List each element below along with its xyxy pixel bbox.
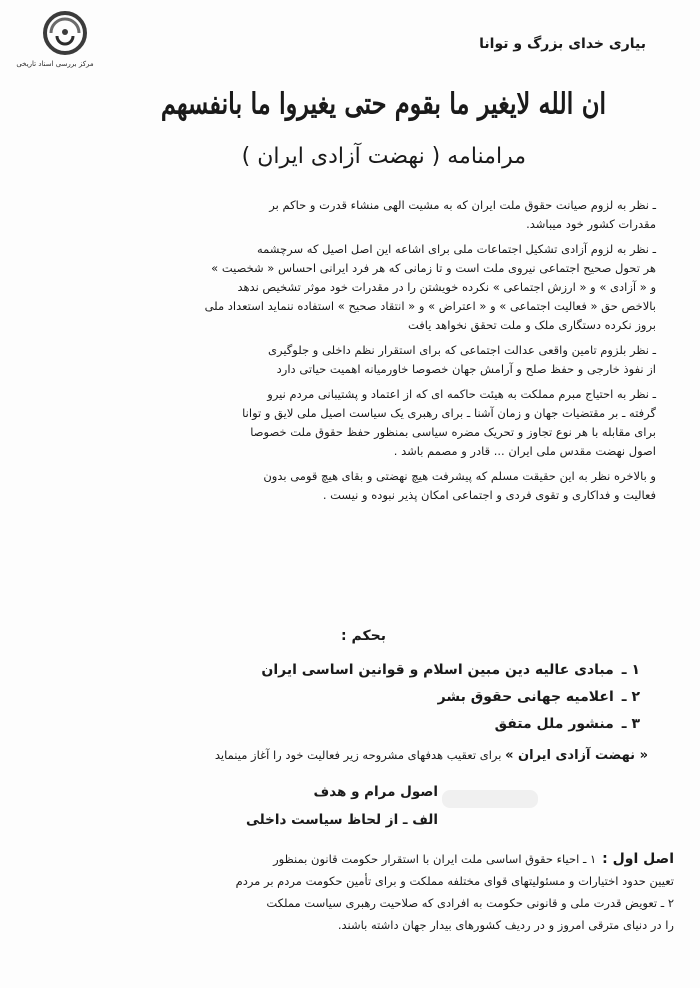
preamble-paragraph [54, 196, 656, 234]
section-subtitle: الف ـ از لحاظ سیاست داخلی [245, 812, 438, 828]
text-line-content: ١ ـ احیاء حقوق اساسی ملت ایران با استقرار حکومت قانون بمنظور [273, 852, 597, 866]
text-line: اصول نهضت مقدس ملی ایران ... قادر و مصمم باشد . [393, 444, 656, 458]
text-line [26, 848, 674, 870]
principles-list [40, 657, 640, 738]
text-line: بروز نکرده دستگاری ملک و ملت تحقق نخواهد یافت [407, 318, 656, 332]
archive-emblem-icon [42, 10, 88, 56]
principle-text: مبادی عالیه دین مبین اسلام و قوانین اساسی ایران [261, 662, 614, 678]
text-line: ـ نظر به احتیاج مبرم مملکت به هیئت حاکمه ای که از اعتماد و پشتیبانی مردم نیرو [267, 387, 656, 401]
text-line: ـ نظر به لزوم صیانت حقوق ملت ایران که به مشیت الهی منشاء قدرت و حاکم بر [269, 198, 656, 212]
text-line: از نفوذ خارجی و حفظ صلح و آرامش جهان خصوصا خاورمیانه اهمیت حیاتی دارد [276, 362, 656, 376]
document-title: مرامنامه ( نهضت آزادی ایران ) [241, 144, 526, 169]
principle-item [40, 657, 640, 684]
preamble-paragraph [54, 341, 656, 379]
invocation-line: بیاری خدای بزرگ و توانا [479, 36, 646, 52]
announcement-line [28, 748, 648, 763]
text-line: ـ نظر به لزوم آزادی تشکیل اجتماعات ملی برای اشاعه این اصل اصیل که سرچشمه [256, 242, 656, 256]
text-line: را در دنیای مترقی امروز و در ردیف کشورهای بیدار جهان داشته باشند. [337, 918, 674, 932]
preamble-paragraph [54, 385, 656, 461]
preamble-paragraph [54, 240, 656, 335]
principle-item [40, 684, 640, 711]
announcement-text: برای تعقیب هدفهای مشروحه زیر فعالیت خود را آغاز مینماید [214, 748, 502, 762]
principle-text: اعلامیه جهانی حقوق بشر [437, 689, 614, 705]
text-line: فعالیت و فداکاری و تقوی فردی و اجتماعی امکان پذیر نبوده و نیست . [322, 488, 656, 502]
text-line: ـ نظر بلزوم تامین واقعی عدالت اجتماعی که برای استقرار نظم داخلی و جلوگیری [267, 343, 656, 357]
text-line: برای مقابله با هر نوع تجاوز و تحریک مضره سیاسی بمنظور حفظ حقوق ملت خصوصا [250, 425, 656, 439]
decree-heading: بحکم : [341, 628, 386, 644]
smudge-mark [442, 790, 538, 808]
text-line: ٢ ـ تعویض قدرت ملی و قانونی حکومت به افرادی که صلاحیت رهبری سیاست مملکت [266, 896, 674, 910]
text-line: و بالاخره نظر به این حقیقت مسلم که پیشرفت هیچ نهضتی و بقای هیچ قومی بدون [263, 469, 656, 483]
section-title: اصول مرام و هدف [313, 784, 438, 800]
principle-number: ٢ ـ [621, 689, 640, 705]
archive-logo [14, 10, 96, 76]
archive-logo-caption: مرکز بررسی اسناد تاریخی [16, 60, 94, 68]
text-line: و « آزادی » و « ارزش اجتماعی » نکرده خویشتن را در مقدرات خود موثر تشخیص ندهد [237, 280, 656, 294]
principle-text: منشور ملل متفق [494, 716, 614, 732]
movement-name: « نهضت آزادی ایران » [505, 748, 648, 763]
principle-number: ٣ ـ [621, 716, 640, 732]
principle-item [40, 711, 640, 738]
quran-verse: ان الله لایغیر ما بقوم حتی یغیروا ما بانفسهم [160, 86, 606, 121]
text-line: تعیین حدود اختیارات و مسئولیتهای قوای مختلفه مملکت و برای تأمین حکومت مردم بر مردم [235, 874, 674, 888]
preamble-paragraph [54, 467, 656, 505]
principle-number: ١ ـ [621, 662, 640, 678]
text-line: مقدرات کشور خود میباشد. [526, 217, 656, 231]
text-line: هر تحول صحیح اجتماعی نیروی ملت است و تا زمانی که هر فرد ایرانی احساس « شخصیت » [211, 261, 656, 275]
first-principle [26, 848, 674, 936]
text-line: بالاخص حق « فعالیت اجتماعی » و « اعتراض » و « انتقاد صحیح » استفاده ننماید استعداد ملی [204, 299, 656, 313]
first-principle-lead: اصل اول : [602, 851, 674, 867]
text-line: گرفته ـ بر مقتضیات جهان و زمان آشنا ـ برای رهبری یک سیاست اصیل ملی لایق و توانا [242, 406, 656, 420]
preamble [54, 196, 656, 511]
